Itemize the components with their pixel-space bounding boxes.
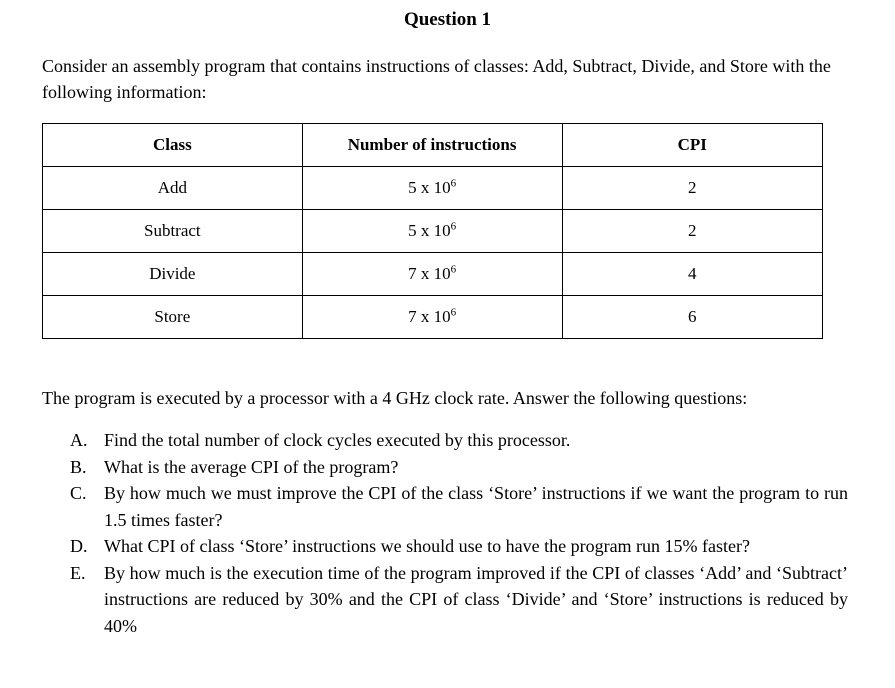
instructions-exponent: 6 xyxy=(450,263,457,276)
problem-statement: The program is executed by a processor with a 4 GHz clock rate. Answer the following questions: xyxy=(42,388,748,408)
question-text: By how much is the execution time of the program improved if the CPI of classes ‘Add’ and ‘Subtract’ instructions are reduced by 30% and the CPI of class ‘Divide’ and ‘Store’ instructions is reduced by 40% xyxy=(104,562,848,636)
table-row xyxy=(43,253,823,296)
instruction-table xyxy=(42,123,823,339)
instructions-base: 7 x 10 xyxy=(408,264,451,283)
question-marker: E. xyxy=(70,562,86,583)
instructions-base: 7 x 10 xyxy=(408,307,451,326)
instructions-exponent: 6 xyxy=(450,220,457,233)
instructions-exponent: 6 xyxy=(450,177,457,190)
question-item xyxy=(70,427,848,454)
class-cell: Store xyxy=(43,296,303,339)
question-text: By how much we must improve the CPI of the class ‘Store’ instructions if we want the program to run 1.5 times faster? xyxy=(104,483,848,530)
instructions-base: 5 x 10 xyxy=(408,221,451,240)
instructions-base: 5 x 10 xyxy=(408,178,451,197)
question-item xyxy=(70,454,848,481)
question-marker: A. xyxy=(70,430,88,450)
question-marker: D. xyxy=(70,536,88,556)
page-title: Question 1 xyxy=(403,9,492,30)
question-text: What is the average CPI of the program? xyxy=(104,456,399,477)
table-row xyxy=(43,167,823,210)
instructions-cell xyxy=(302,296,562,339)
question-list xyxy=(70,427,848,639)
cpi-cell: 2 xyxy=(562,210,823,253)
question-item xyxy=(70,560,848,640)
header-number-of-instructions: Number of instructions xyxy=(302,124,562,167)
instructions-exponent: 6 xyxy=(450,306,457,319)
cpi-cell: 4 xyxy=(562,253,823,296)
intro-paragraph: Consider an assembly program that contains instructions of classes: Add, Subtract, Divide, and Store with the following information: xyxy=(42,56,831,102)
header-class: Class xyxy=(43,124,303,167)
instructions-cell xyxy=(302,210,562,253)
question-item xyxy=(70,480,848,533)
header-cpi: CPI xyxy=(562,124,823,167)
table-header-row xyxy=(43,124,823,167)
table-row xyxy=(43,210,823,253)
question-text: What CPI of class ‘Store’ instructions we should use to have the program run 15% faster? xyxy=(104,536,751,556)
instructions-cell xyxy=(302,253,562,296)
cpi-cell: 2 xyxy=(562,167,823,210)
class-cell: Divide xyxy=(43,253,303,296)
class-cell: Subtract xyxy=(43,210,303,253)
table-row xyxy=(43,296,823,339)
question-marker: B. xyxy=(70,456,87,477)
instructions-cell xyxy=(302,167,562,210)
question-text: Find the total number of clock cycles executed by this processor. xyxy=(104,430,571,450)
cpi-cell: 6 xyxy=(562,296,823,339)
question-item xyxy=(70,533,848,560)
class-cell: Add xyxy=(43,167,303,210)
question-marker: C. xyxy=(70,483,87,503)
